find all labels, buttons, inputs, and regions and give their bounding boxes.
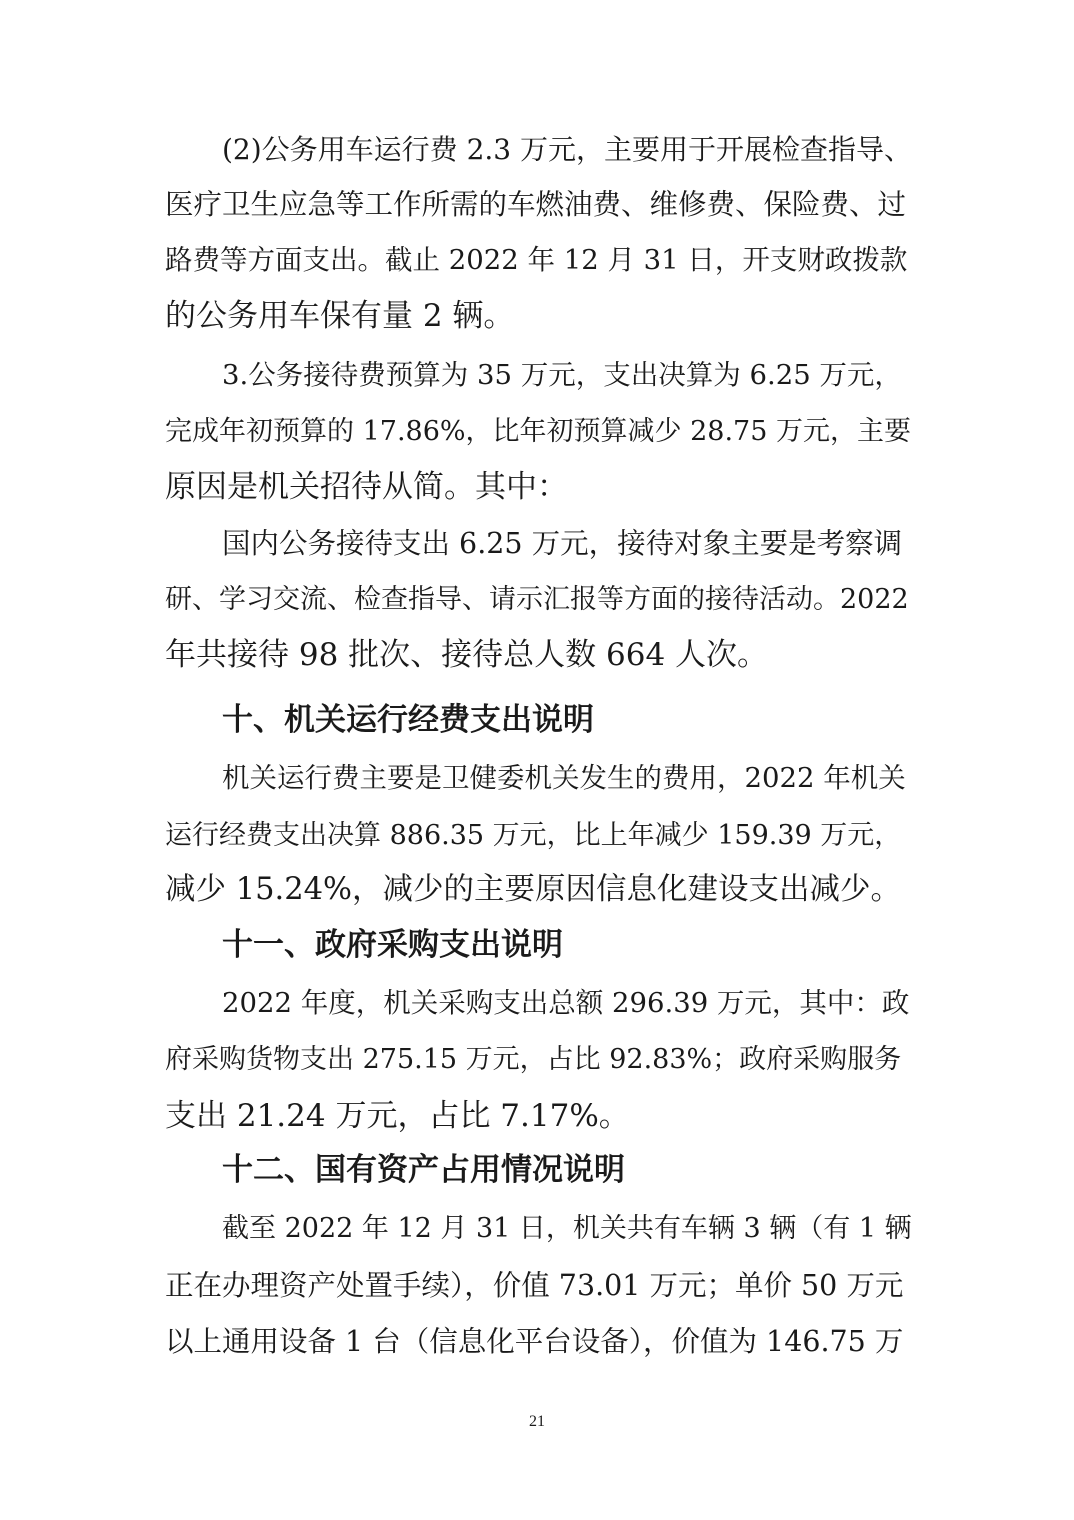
paragraph-line: 路费等方面支出。截止 2022 年 12 月 31 日，开支财政拨款 xyxy=(165,244,908,276)
paragraph-line: 运行经费支出决算 886.35 万元，比上年减少 159.39 万元， xyxy=(165,820,902,851)
paragraph-line: 支出 21.24 万元，占比 7.17%。 xyxy=(165,1098,630,1134)
paragraph-line: 年共接待 98 批次、接待总人数 664 人次。 xyxy=(165,637,769,673)
paragraph-line: 完成年初预算的 17.86%，比年初预算减少 28.75 万元，主要 xyxy=(165,416,911,447)
paragraph-line: 研、学习交流、检查指导、请示汇报等方面的接待活动。2022 xyxy=(165,584,909,615)
paragraph-line: 的公务用车保有量 2 辆。 xyxy=(165,298,515,334)
section-heading: 十、机关运行经费支出说明 xyxy=(222,702,594,738)
paragraph-line: 正在办理资产处置手续），价值 73.01 万元；单价 50 万元 xyxy=(165,1269,904,1302)
page-number: 21 xyxy=(529,1413,545,1430)
paragraph-line: 原因是机关招待从简。其中： xyxy=(165,469,568,505)
paragraph-line: 减少 15.24%，减少的主要原因信息化建设支出减少。 xyxy=(165,872,901,907)
paragraph-line: 府采购货物支出 275.15 万元，占比 92.83%；政府采购服务 xyxy=(165,1044,902,1075)
paragraph-line: 医疗卫生应急等工作所需的车燃油费、维修费、保险费、过 xyxy=(165,188,907,221)
paragraph-line: (2)公务用车运行费 2.3 万元，主要用于开展检查指导、 xyxy=(222,133,912,166)
section-heading: 十二、国有资产占用情况说明 xyxy=(222,1152,625,1188)
paragraph-line: 以上通用设备 1 台（信息化平台设备），价值为 146.75 万 xyxy=(165,1325,904,1358)
paragraph-line: 截至 2022 年 12 月 31 日，机关共有车辆 3 辆（有 1 辆 xyxy=(222,1213,912,1244)
paragraph-line: 国内公务接待支出 6.25 万元，接待对象主要是考察调 xyxy=(222,527,903,560)
paragraph-line: 3.公务接待费预算为 35 万元，支出决算为 6.25 万元， xyxy=(222,359,902,391)
paragraph-line: 机关运行费主要是卫健委机关发生的费用，2022 年机关 xyxy=(222,762,906,794)
paragraph-line: 2022 年度，机关采购支出总额 296.39 万元，其中：政 xyxy=(222,987,910,1019)
section-heading: 十一、政府采购支出说明 xyxy=(222,927,563,963)
